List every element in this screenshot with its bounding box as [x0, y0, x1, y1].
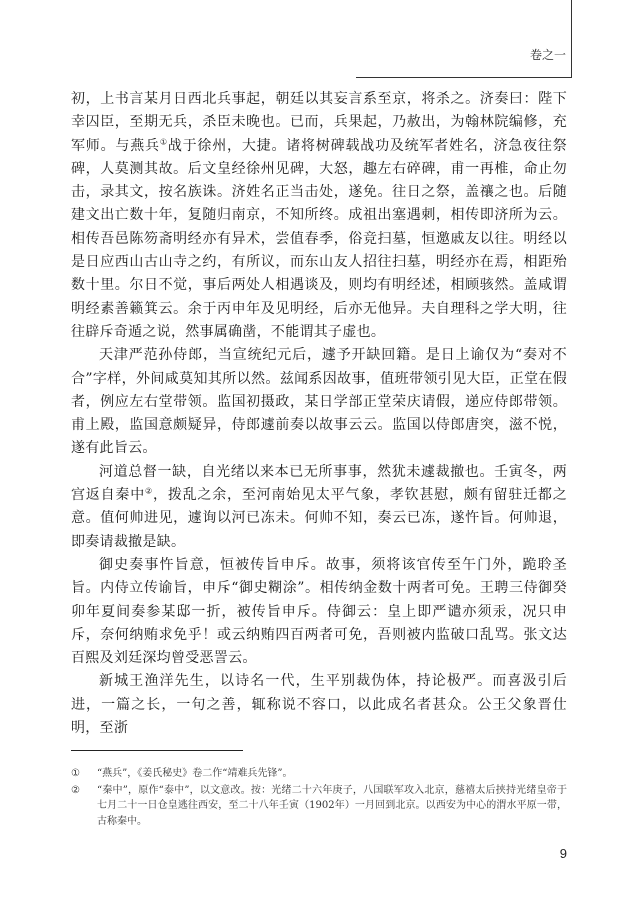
footnote-reference[interactable]: ②	[145, 486, 154, 496]
paragraph-text: 天津严范孙侍郎，当宣统纪元后，遽予开缺回籍。是日上谕仅为“奏对不合”字样，外间咸莫知其所以然。兹闻系因故事，值班带领引见大臣，正堂在假者，例应左右堂带领。监国初摄政，某日学部正堂荣庆请假，递应侍郎带领。甫上殿，监国意颇疑异，侍郎遽前奏以故事云云。监国以侍郎唐突，滋不悦，遂有此旨云。	[71, 347, 567, 457]
page-number: 9	[559, 846, 567, 861]
running-header: 卷之一	[529, 48, 566, 62]
paragraph-text: ，拨乱之余，至河南始见太平气象，孝钦甚慰，颇有留驻迁都之意。值何帅进见，遽询以河已冻未。何帅不知，奏云已冻，遂忤旨。何帅退，即奏请裁撤是缺。	[71, 487, 568, 550]
body-text	[71, 88, 567, 740]
paragraph	[71, 88, 567, 344]
paragraph	[71, 554, 567, 670]
footnote-text: “秦中”，原作“泰中”，以文意改。按：光绪二十六年庚子，八国联军攻入北京，慈禧太后挟持光绪皇帝于七月二十一日仓皇逃往西安，至二十八年壬寅（1902年）一月回到北京。以西安为中心的渭水平原一带，古称秦中。	[97, 784, 567, 827]
paragraph-text: 初，上书言某月日西北兵事起，朝廷以其妄言系至京，将杀之。济奏曰：陛下幸囚臣，至期无兵，杀臣未晚也。已而，兵果起，乃赦出，为翰林院编修，充军师。与燕兵	[71, 91, 567, 154]
footnote-reference[interactable]: ①	[159, 136, 168, 146]
paragraph-text: 河道总督一缺，自光绪以来本已无所事事，然犹未遽裁撤也。壬寅冬，两宫返自秦中	[71, 463, 567, 504]
footnote-mark: ①	[71, 768, 80, 779]
footnote	[71, 766, 567, 782]
footnote-separator	[71, 750, 243, 751]
paragraph	[71, 344, 567, 460]
footnotes	[71, 766, 567, 830]
paragraph-text: 新城王渔洋先生，以诗名一代，生平别裁伪体，持论极严。而喜汲引后进，一篇之长，一句之善，辄称说不容口，以此成名者甚众。公王父象晋仕明，至浙	[71, 673, 567, 737]
footnote	[71, 783, 567, 830]
footnote-mark: ②	[71, 784, 80, 796]
footnote-text: “燕兵”，《姜氏秘史》卷二作“靖难兵先锋”。	[97, 768, 293, 779]
header-horizontal-rule	[356, 77, 572, 78]
paragraph	[71, 670, 567, 740]
paragraph-text: 战于徐州，大捷。诸将树碑载战功及统军者姓名，济急夜往祭碑，人莫测其故。后文皇经徐州见碑，大怒，趣左右碎碑，甫一再椎，命止勿击，录其文，按名族诛。济姓名正当击处，遂免。往日之祭，盖禳之也。后随建文出亡数十年，复随归南京，不知所终。成祖出塞遇刺，相传即济所为云。相传吾邑陈笏斋明经亦有异术，尝值春季，俗竞扫墓，恒邀戚友以往。明经以是日应西山古山寺之约，有所议，而东山友人招往扫墓，明经亦在焉，相距殆数十里。尔日不觉，事后两处人相遇谈及，则均有明经述，相顾骇然。盖咸谓明经素善籁箕云。余于丙申年及见明经，后亦无他异。夫自理科之学大明，往往辟斥奇遁之说，然事属确凿，不能谓其子虚也。	[71, 137, 567, 340]
paragraph-text: 御史奏事忤旨意，恒被传旨申斥。故事，须将该官传至午门外，跪聆圣旨。内侍立传谕旨，申斥“御史糊涂”。相传纳金数十两者可免。王聘三侍御癸卯年夏间奏参某邸一折，被传旨申斥。侍御云：皇上即严谴亦须汞，况只申斥，奈何纳贿求免乎！或云纳贿四百两者可免，吾则被内监破口乱骂。张文达百熙及刘廷深均曾受恶詈云。	[71, 556, 567, 667]
header-vertical-rule	[571, 0, 572, 78]
paragraph	[71, 461, 567, 554]
